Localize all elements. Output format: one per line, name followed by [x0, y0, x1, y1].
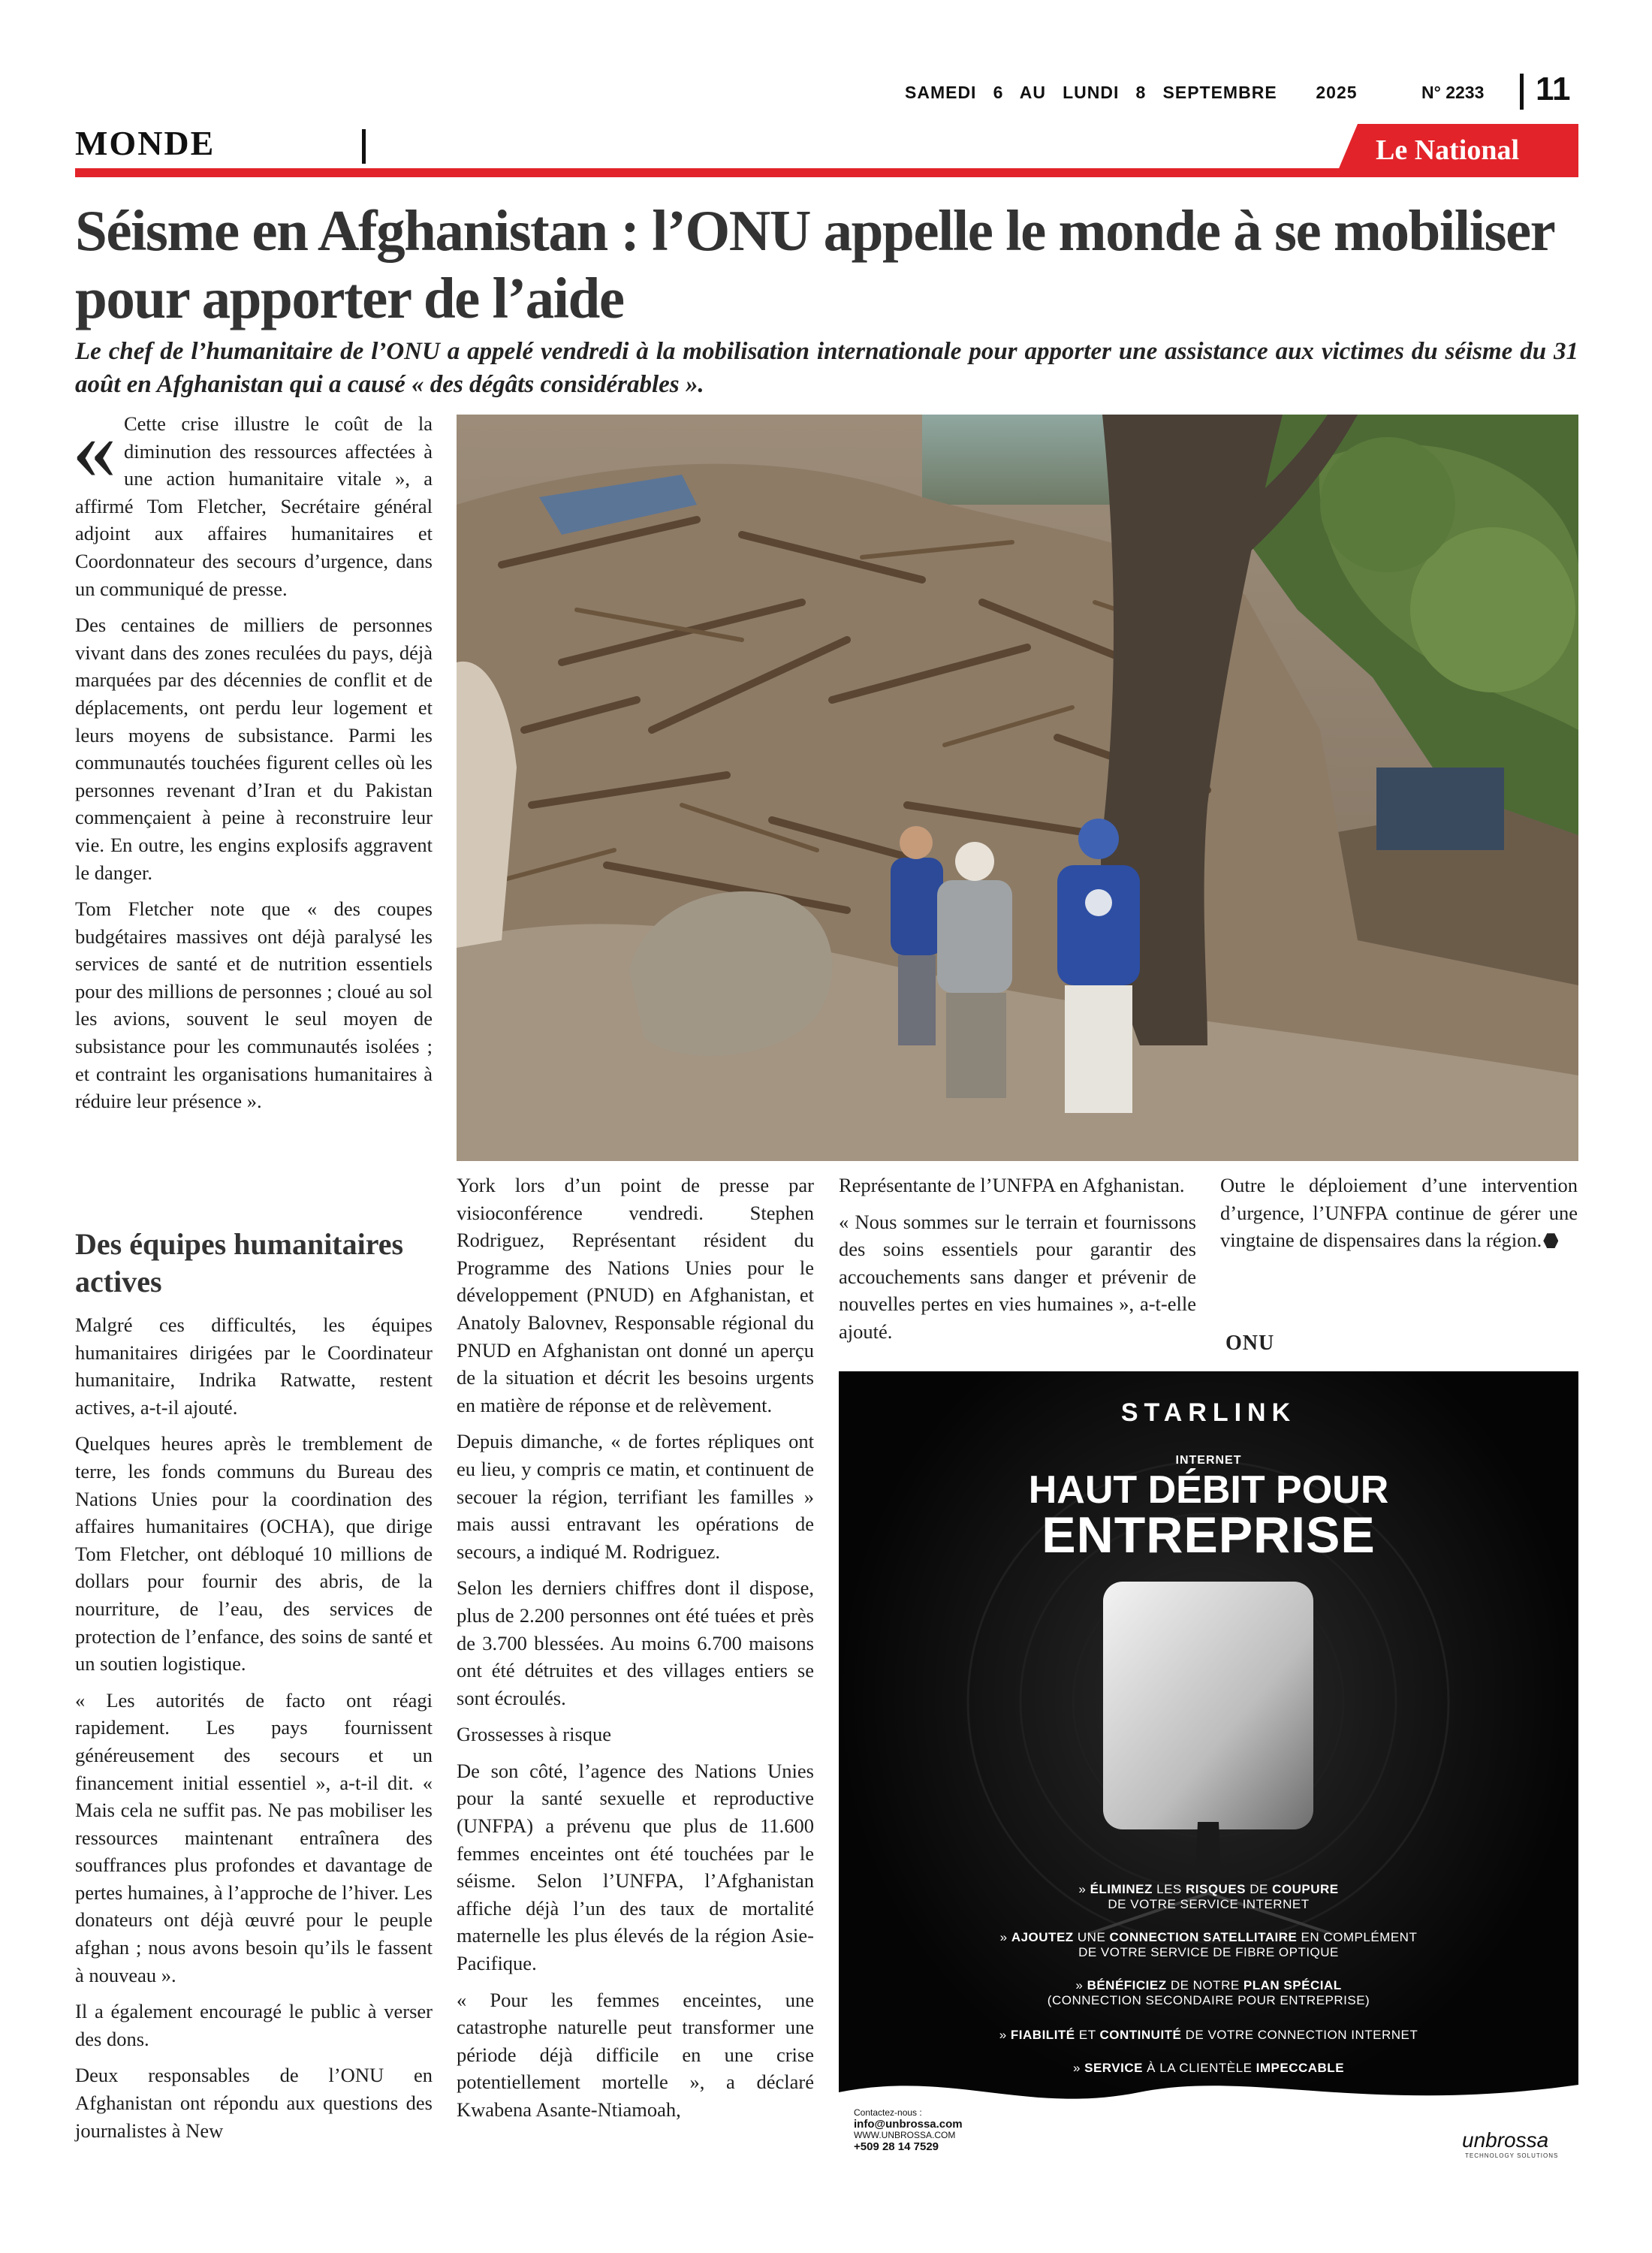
unbrossa-tagline: TECHNOLOGY SOLUTIONS [1465, 2152, 1559, 2159]
article-column-4 [1220, 1172, 1578, 1263]
ad-feature: » ÉLIMINEZ LES RISQUES DE COUPURE DE VOTRE SERVICE INTERNET [1078, 1882, 1339, 1911]
ad-feature: » SERVICE À LA CLIENTÈLE IMPECCABLE [1072, 2061, 1345, 2075]
unbrossa-logo: unbrossa [1462, 2128, 1549, 2152]
paragraph: Des centaines de milliers de personnes vivant dans des zones reculées du pays, déjà marquées par des décennies de conflit et de déplacements, ont perdu leur logement et leurs moyens de subsistance. Parmi les communautés touchées figurent celles où les personnes revenant d’Iran et du Pakistan commençaient à peine à reconstruire leur vie. En outre, les engins explosifs aggravent le danger. [75, 614, 433, 884]
paragraph: Quelques heures après le tremblement de terre, les fonds communs du Bureau des Nations Unies pour la coordination des affaires humanitaires (OCHA), que dirige Tom Fletcher, ont débloqué 10 millions de dollars pour fournir des abris, de la nourriture, de l’eau, des services de protection de l’enfance, des soins de santé et un soutien logistique. [75, 1432, 433, 1675]
paragraph: De son côté, l’agence des Nations Unies pour la santé sexuelle et reproductive (UNFPA) a prévenu que plus de 11.600 femmes enceintes ont été touchées par le séisme. Selon l’UNFPA, l’Afghanistan affiche déjà l’un des taux de mortalité maternelle les plus élevés de la région Asie-Pacifique. [457, 1759, 814, 1975]
ad-contact: Contactez-nous : info@unbrossa.com WWW.UNBROSSA.COM +509 28 14 7529 [854, 2107, 963, 2153]
ad-email-link[interactable]: info@unbrossa.com [854, 2118, 963, 2131]
issue-number: N° 2233 [1421, 83, 1485, 102]
article-lead: Le chef de l’humanitaire de l’ONU a appelé vendredi à la mobilisation internationale pour apporter une assistance aux victimes du séisme du 31 août en Afghanistan qui a causé « des dégâts considérables ». [75, 338, 1578, 398]
photo-illustration [457, 415, 1578, 1161]
article-column-3 [839, 1172, 1196, 1346]
article-column-1-continued [75, 1311, 433, 2144]
brand-name: Le National [1376, 134, 1520, 166]
ad-headline-line1: HAUT DÉBIT POUR [1028, 1468, 1389, 1512]
ad-feature: » AJOUTEZ UNE CONNECTION SATELLITAIRE EN COMPLÉMENT DE VOTRE SERVICE DE FIBRE OPTIQUE [999, 1930, 1418, 1959]
ad-phone: +509 28 14 7529 [854, 2140, 939, 2153]
starlink-advertisement[interactable] [839, 1371, 1578, 2185]
end-mark-icon [1543, 1233, 1558, 1248]
paragraph: Il a également encouragé le public à verser des dons. [75, 2000, 433, 2050]
paragraph: « Pour les femmes enceintes, une catastrophe naturelle peut transformer une période déjà difficile en une crise potentiellement mortelle », a déclaré Kwabena Asante-Ntiamoah, [457, 1988, 814, 2121]
section-divider [362, 129, 366, 164]
article-headline: Séisme en Afghanistan : l’ONU appelle le monde à se mobiliser pour apporter de l’aide [75, 198, 1554, 330]
article-subhead: Des équipes humanitaires actives [75, 1227, 404, 1298]
earthquake-rubble-photo [457, 415, 1578, 1161]
article-signature: ONU [1225, 1332, 1275, 1355]
paragraph: Selon les derniers chiffres dont il dispose, plus de 2.200 personnes ont été tuées et près de 3.700 blessées. Au moins 6.700 maisons ont été détruites et des villages entiers se sont écroulés. [457, 1576, 814, 1709]
paragraph: Malgré ces difficultés, les équipes humanitaires dirigées par le Coordinateur humanitaire, Indrika Ratwatte, restent actives, a-t-il ajouté. [75, 1313, 433, 1419]
paragraph: « Les autorités de facto ont réagi rapidement. Les pays fournissent généreusement des secours et un financement initial essentiel », a-t-il dit. « Mais cela ne suffit pas. Ne pas mobiliser les ressources maintenant entraînera des souffrances plus profondes et davantage de pertes humaines, à l’approche de l’hiver. Les donateurs ont déjà œuvré pour le peuple afghan ; nous avons besoin qu’ils le fassent à nouveau ». [75, 1688, 433, 1986]
ad-website-link[interactable]: WWW.UNBROSSA.COM [854, 2130, 956, 2140]
drop-quote: « [72, 400, 116, 498]
paragraph: York lors d’un point de presse par visioconférence vendredi. Stephen Rodriguez, Représentant résident du Programme des Nations Unies pour le développement (PNUD) en Afghanistan, et Anatoly Balovnev, Responsable régional du PNUD en Afghanistan ont donné un aperçu de la situation et décrit les besoins urgents en matière de réponse et de relèvement. [457, 1174, 814, 1416]
ad-feature: » BÉNÉFICIEZ DE NOTRE PLAN SPÉCIAL (CONNECTION SECONDAIRE POUR ENTREPRISE) [1047, 1978, 1370, 2007]
article-column-2 [457, 1172, 814, 2124]
ad-headline-line2: ENTREPRISE [1042, 1507, 1376, 1564]
section-title: MONDE [75, 124, 216, 162]
inline-subhead: Grossesses à risque [457, 1723, 612, 1746]
ad-kicker: INTERNET [1175, 1454, 1242, 1467]
paragraph: Deux responsables de l’ONU en Afghanistan ont répondu aux questions des journalistes à New [75, 2064, 433, 2142]
ad-feature: » FIABILITÉ ET CONTINUITÉ DE VOTRE CONNECTION INTERNET [999, 2028, 1418, 2042]
paragraph: Depuis dimanche, « de fortes répliques ont eu lieu, y compris ce matin, et continuent de secouer la région, terrifiant les familles » mais aussi entravant les opérations de secours, a indiqué M. Rodriguez. [457, 1430, 814, 1563]
article-column-1 [72, 400, 433, 1124]
paragraph: Outre le déploiement d’une intervention d’urgence, l’UNFPA continue de gérer une vingtaine de dispensaires dans la région. [1220, 1174, 1578, 1252]
paragraph: Tom Fletcher note que « des coupes budgétaires massives ont déjà paralysé les services de santé et de nutrition essentiels pour des millions de personnes ; cloué au sol les avions, souvent le seul moyen de subsistance pour les communautés isolées ; et contraint les organisations humanitaires à réduire leur présence ». [75, 897, 433, 1113]
dateline: SAMEDI 6 AU LUNDI 8 SEPTEMBRE 2025 [905, 83, 1358, 102]
ad-brand: STARLINK [1120, 1398, 1297, 1427]
page-number-divider [1520, 74, 1524, 110]
paragraph: « Cette crise illustre le coût de la diminution des ressources affectées à une action humanitaire vitale », a affirmé Tom Fletcher, Secrétaire général adjoint aux affaires humanitaires et Coordonnateur des secours d’urgence, dans un communiqué de presse. [72, 400, 433, 600]
paragraph: « Nous sommes sur le terrain et fournissons des soins essentiels pour garantir des accouchements sans danger et prévenir de nouvelles pertes en vies humaines », a-t-elle ajouté. [839, 1210, 1196, 1343]
paragraph: Représentante de l’UNFPA en Afghanistan. [839, 1174, 1185, 1196]
page-number: 11 [1536, 71, 1571, 107]
